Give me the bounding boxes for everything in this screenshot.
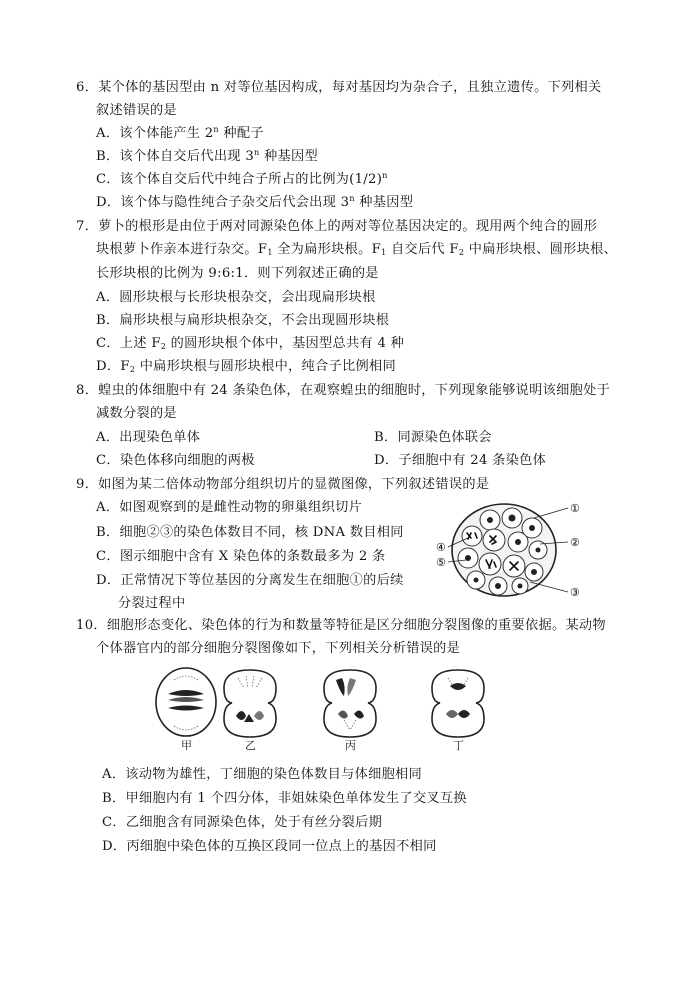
q7-option-d: D．$F_2$ 中扁形块根与圆形块根中，纯合子比例相同 — [96, 359, 396, 374]
q8-option-b: B．同源染色体联会 — [374, 430, 492, 445]
q9-option-b: B．细胞②③的染色体数目不同，核 DNA 数目相同 — [96, 525, 404, 540]
label-5: ⑤ — [436, 556, 446, 569]
q7-option-a: A．圆形块根与长形块根杂交，会出现扁形块根 — [96, 290, 376, 305]
label-4: ④ — [436, 541, 446, 554]
q10-option-d: D．丙细胞中染色体的互换区段同一位点上的基因不相同 — [102, 839, 437, 854]
label-2: ② — [570, 536, 580, 549]
q6-option-b: B．该个体自交后代出现 3$^n$ 种基因型 — [96, 148, 318, 164]
q7-option-c: C．上述 $F_2$ 的圆形块根个体中，基因型总共有 4 种 — [96, 336, 405, 351]
q7-stem-line1: 7．萝卜的根形是由位于两对同源染色体上的两对等位基因决定的。现用两个纯合的圆形 — [76, 219, 598, 234]
q10-option-c: C．乙细胞含有同源染色体，处于有丝分裂后期 — [102, 815, 383, 830]
q7-stem-line3: 长形块根的比例为 9:6:1．则下列叙述正确的是 — [96, 266, 379, 281]
q6-option-d: D．该个体与隐性纯合子杂交后代会出现 3$^n$ 种基因型 — [96, 194, 414, 210]
cell-bing — [324, 670, 376, 737]
caption-yi: 乙 — [245, 739, 256, 752]
q8-stem-line2: 减数分裂的是 — [96, 406, 177, 421]
q9-option-d-line2: 分裂过程中 — [118, 596, 186, 611]
q9-stem: 9．如图为某二倍体动物部分组织切片的显微图像，下列叙述错误的是 — [76, 477, 490, 492]
q9-option-d-line1: D．正常情况下等位基因的分离发生在细胞①的后续 — [96, 573, 404, 588]
caption-jia: 甲 — [181, 739, 192, 752]
q9-option-a: A．如图观察到的是雌性动物的卵巢组织切片 — [96, 500, 363, 515]
q8-option-d: D．子细胞中有 24 条染色体 — [374, 453, 547, 468]
cell-yi — [224, 670, 276, 737]
tissue-section — [452, 504, 556, 596]
q10-option-a: A．该动物为雄性，丁细胞的染色体数目与体细胞相同 — [102, 767, 423, 782]
caption-ding: 丁 — [453, 739, 464, 752]
label-1: ① — [570, 502, 580, 515]
q7-option-b: B．扁形块根与扁形块根杂交，不会出现圆形块根 — [96, 313, 390, 328]
q10-option-b: B．甲细胞内有 1 个四分体，非姐妹染色单体发生了交叉互换 — [102, 791, 467, 806]
label-3: ③ — [570, 586, 580, 599]
q7-stem-line2: 块根萝卜作亲本进行杂交。$F_1$ 全为扁形块根。$F_1$ 自交后代 $F_2$ 中扁形块根、圆形块根、 — [96, 242, 618, 257]
q6-stem-line1: 6．某个体的基因型由 n 对等位基因构成，每对基因均为杂合子，且独立遗传。下列相关 — [76, 80, 602, 95]
q6-stem-line2: 叙述错误的是 — [96, 103, 177, 118]
q10-stem-line2: 个体器官内的部分细胞分裂图像如下，下列相关分析错误的是 — [96, 641, 461, 656]
q8-stem-line1: 8．蝗虫的体细胞中有 24 条染色体，在观察蝗虫的细胞时，下列现象能够说明该细胞处于 — [76, 383, 611, 398]
caption-bing: 丙 — [345, 739, 356, 752]
cell-ding — [432, 670, 484, 737]
q8-option-a: A．出现染色单体 — [96, 430, 201, 445]
q6-option-a: A．该个体能产生 2$^n$ 种配子 — [96, 125, 264, 141]
cell-jia — [156, 668, 216, 736]
tissue-micrograph-figure — [434, 498, 594, 602]
q9-option-c: C．图示细胞中含有 X 染色体的条数最多为 2 条 — [96, 549, 386, 564]
cell-division-figure — [150, 664, 510, 742]
q8-option-c: C．染色体移向细胞的两极 — [96, 453, 255, 468]
q10-stem-line1: 10．细胞形态变化、染色体的行为和数量等特征是区分细胞分裂图像的重要依据。某动物 — [76, 618, 606, 633]
q6-option-c: C．该个体自交后代中纯合子所占的比例为$(1/2)^n$ — [96, 171, 388, 187]
